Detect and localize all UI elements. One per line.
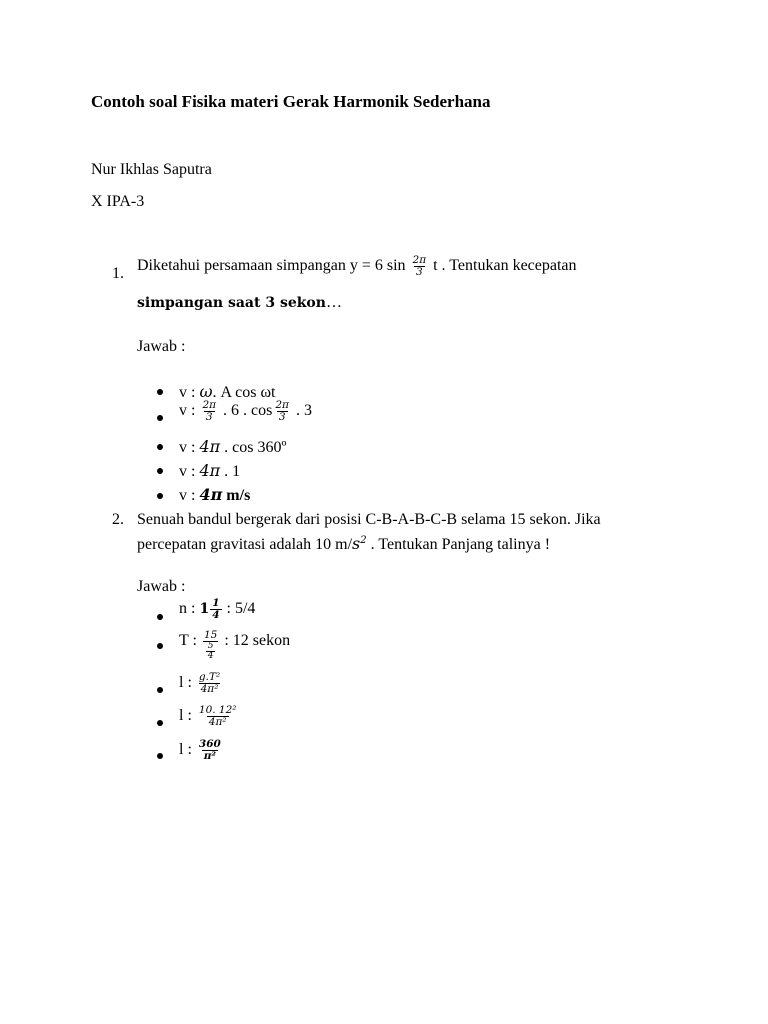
- fraction-numerator: 360: [198, 738, 221, 750]
- fraction-numerator: g.T²: [198, 671, 221, 683]
- step-fraction: [197, 705, 239, 728]
- q2-step-3: [179, 672, 223, 695]
- q2-step-4: [179, 705, 240, 728]
- bullet-icon: [157, 468, 163, 474]
- unit-s: s: [352, 534, 361, 553]
- step-fraction: [210, 598, 221, 621]
- step-prefix: v :: [179, 402, 196, 420]
- line-text-a: percepatan gravitasi adalah 10 m/: [137, 536, 353, 553]
- bullet-icon: [157, 493, 163, 499]
- step-prefix: l :: [179, 741, 196, 759]
- fraction-denominator: 4: [207, 651, 214, 662]
- page-title: Contoh soal Fisika materi Gerak Harmonik Sederhana: [91, 92, 491, 111]
- bullet-icon: [157, 389, 163, 395]
- question-1-line-2: [137, 293, 342, 312]
- step-rest: : 5/4: [222, 600, 256, 618]
- q1-step-2: [179, 400, 312, 423]
- unit-exponent: 2: [360, 535, 367, 546]
- fraction-denominator: 4: [212, 609, 220, 622]
- step-mid: . 6 . cos: [223, 402, 273, 420]
- step-prefix: v :: [179, 487, 200, 504]
- fraction-numerator: 2π: [275, 399, 289, 411]
- step-prefix: v :: [179, 384, 200, 401]
- bullet-icon: [157, 720, 163, 726]
- step-math: 4π: [199, 437, 221, 456]
- step-prefix: T :: [179, 632, 201, 649]
- step-rest: : 12 sekon: [220, 632, 291, 649]
- fraction-denominator: 3: [278, 411, 286, 424]
- step-fraction: [202, 630, 219, 662]
- fraction-denominator: π²: [203, 750, 216, 763]
- question-2-number: 2.: [112, 511, 124, 528]
- step-prefix: l :: [179, 674, 196, 692]
- question-1-bold-text: simpangan saat 3 sekon: [137, 295, 326, 311]
- fraction-denominator: 4π²: [208, 716, 227, 729]
- step-rest: . A cos ωt: [212, 384, 276, 401]
- bullet-icon: [157, 614, 163, 620]
- fraction-numerator: 5: [207, 641, 214, 652]
- step-rest: . cos 360º: [220, 439, 287, 456]
- fraction-denominator: 4π²: [200, 683, 219, 696]
- step-fraction: [197, 739, 223, 762]
- q1-step-5: [179, 485, 250, 505]
- bullet-icon: [157, 444, 163, 450]
- omega-symbol: ω: [199, 382, 213, 401]
- step-prefix: v :: [179, 463, 200, 480]
- step-prefix: n :: [179, 600, 200, 618]
- step-math: 4π: [199, 485, 223, 504]
- fraction-denominator: [203, 641, 219, 662]
- question-1-number: 1.: [112, 265, 124, 282]
- question-2-line-1: Senuah bandul bergerak dari posisi C-B-A-B-C-B selama 15 sekon. Jika: [137, 511, 601, 528]
- q1-step-3: [179, 437, 286, 457]
- step-fraction: [197, 672, 222, 695]
- question-1-ellipsis: …: [325, 294, 342, 311]
- fraction-denominator: 3: [415, 266, 423, 279]
- q2-step-1: [179, 598, 255, 621]
- q2-step-2: [179, 631, 290, 662]
- question-1-line-1: [137, 255, 577, 278]
- step-prefix: l :: [179, 707, 196, 725]
- fraction-denominator: 3: [205, 411, 213, 424]
- q2-step-5: [179, 739, 224, 762]
- line-text-b: . Tentukan Panjang talinya !: [366, 536, 551, 553]
- fraction-numerator: 2π: [412, 254, 427, 266]
- nested-fraction: [206, 642, 216, 662]
- question-1-answer-label: Jawab :: [137, 338, 186, 355]
- step-rest: . 1: [220, 463, 241, 480]
- class-name: X IPA-3: [91, 193, 145, 210]
- step-prefix: v :: [179, 439, 200, 456]
- step-rest: m/s: [222, 487, 251, 504]
- fraction-numerator: 10. 12²: [198, 704, 237, 716]
- step-math: 4π: [199, 461, 221, 480]
- bullet-icon: [157, 643, 163, 649]
- fraction-numerator: 1: [212, 597, 220, 609]
- author-name: Nur Ikhlas Saputra: [91, 161, 212, 178]
- fraction-numerator: 15: [203, 629, 218, 641]
- bullet-icon: [157, 687, 163, 693]
- step-fraction: [200, 400, 218, 423]
- step-end: . 3: [295, 402, 312, 420]
- fraction-numerator: 2π: [202, 399, 217, 411]
- question-1-fraction: [411, 255, 429, 278]
- question-1-text-b: t . Tentukan kecepatan: [433, 257, 577, 275]
- bullet-icon: [157, 415, 163, 421]
- question-1-text-a: Diketahui persamaan simpangan y = 6 sin: [137, 257, 406, 275]
- q1-step-4: [179, 461, 240, 481]
- mixed-whole: 1: [199, 601, 210, 618]
- step-fraction: [273, 400, 291, 423]
- bullet-icon: [157, 753, 163, 759]
- question-2-answer-label: Jawab :: [137, 578, 186, 595]
- question-2-line-2: [137, 534, 550, 554]
